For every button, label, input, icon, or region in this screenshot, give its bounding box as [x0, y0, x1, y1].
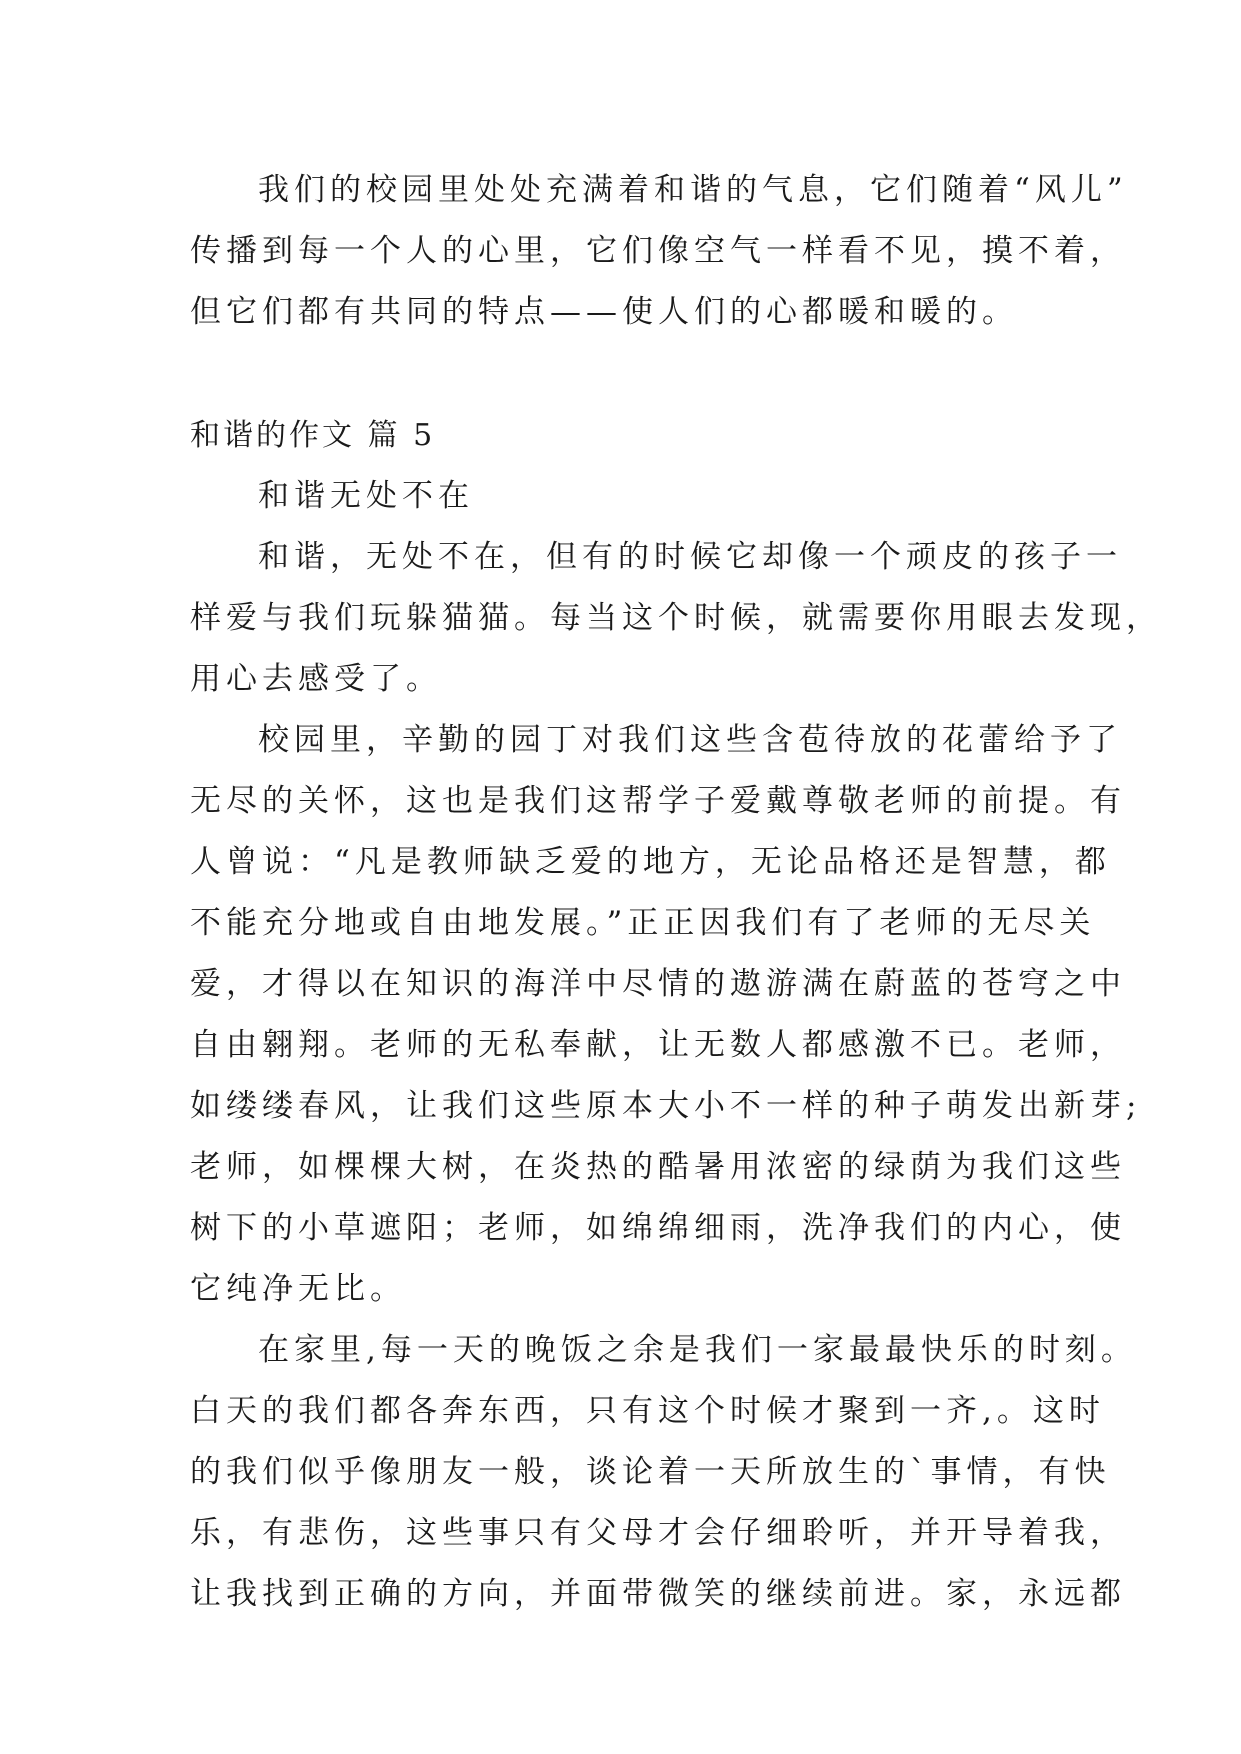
- paragraph-line: 样爱与我们玩躲猫猫。每当这个时候，就需要你用眼去发现，: [190, 600, 1162, 636]
- paragraph-line: 乐，有悲伤，这些事只有父母才会仔细聆听，并开导着我，: [190, 1515, 1126, 1551]
- essay-title: 和谐无处不在: [258, 478, 474, 514]
- paragraph-line: 不能充分地或自由地发展。”正正因我们有了老师的无尽关: [190, 905, 1096, 941]
- section-heading: 和谐的作文 篇 5: [190, 418, 436, 453]
- paragraph-line: 校园里，辛勤的园丁对我们这些含苞待放的花蕾给予了: [258, 722, 1122, 758]
- document-body: [190, 160, 1162, 1625]
- paragraph-line: 的我们似乎像朋友一般，谈论着一天所放生的`事情，有快: [190, 1454, 1111, 1490]
- paragraph-line: 让我找到正确的方向，并面带微笑的继续前进。家，永远都: [190, 1576, 1126, 1612]
- paragraph-line: 无尽的关怀，这也是我们这帮学子爱戴尊敬老师的前提。有: [190, 783, 1126, 819]
- section-spacer: [190, 343, 1065, 405]
- paragraph-2: [190, 527, 1162, 710]
- paragraph-3: [190, 710, 1142, 1320]
- paragraph-4: [190, 1320, 1137, 1625]
- paragraph-line: 传播到每一个人的心里，它们像空气一样看不见，摸不着，: [190, 233, 1126, 269]
- paragraph-line: 白天的我们都各奔东西，只有这个时候才聚到一齐,。这时: [190, 1393, 1105, 1429]
- paragraph-line: 在家里,每一天的晚饭之余是我们一家最最快乐的时刻。: [258, 1332, 1137, 1368]
- paragraph-line: 爱，才得以在知识的海洋中尽情的遨游满在蔚蓝的苍穹之中: [190, 966, 1126, 1002]
- paragraph-line: 如缕缕春风，让我们这些原本大小不一样的种子萌发出新芽;: [190, 1088, 1142, 1124]
- paragraph-line: 用心去感受了。: [190, 661, 442, 697]
- paragraph-line: 人曾说：“凡是教师缺乏爱的地方，无论品格还是智慧，都: [190, 844, 1111, 880]
- paragraph-line: 老师，如棵棵大树，在炎热的酷暑用浓密的绿荫为我们这些: [190, 1149, 1126, 1185]
- paragraph-line: 自由翱翔。老师的无私奉献，让无数人都感激不已。老师，: [190, 1027, 1126, 1063]
- paragraph-line: 和谐，无处不在，但有的时候它却像一个顽皮的孩子一: [258, 539, 1122, 575]
- paragraph-1: [190, 160, 1128, 343]
- paragraph-line: 树下的小草遮阳；老师，如绵绵细雨，洗净我们的内心，使: [190, 1210, 1126, 1246]
- paragraph-line: 但它们都有共同的特点——使人们的心都暖和暖的。: [190, 294, 1018, 330]
- paragraph-line: 我们的校园里处处充满着和谐的气息，它们随着“风儿”: [258, 172, 1128, 208]
- paragraph-line: 它纯净无比。: [190, 1271, 406, 1307]
